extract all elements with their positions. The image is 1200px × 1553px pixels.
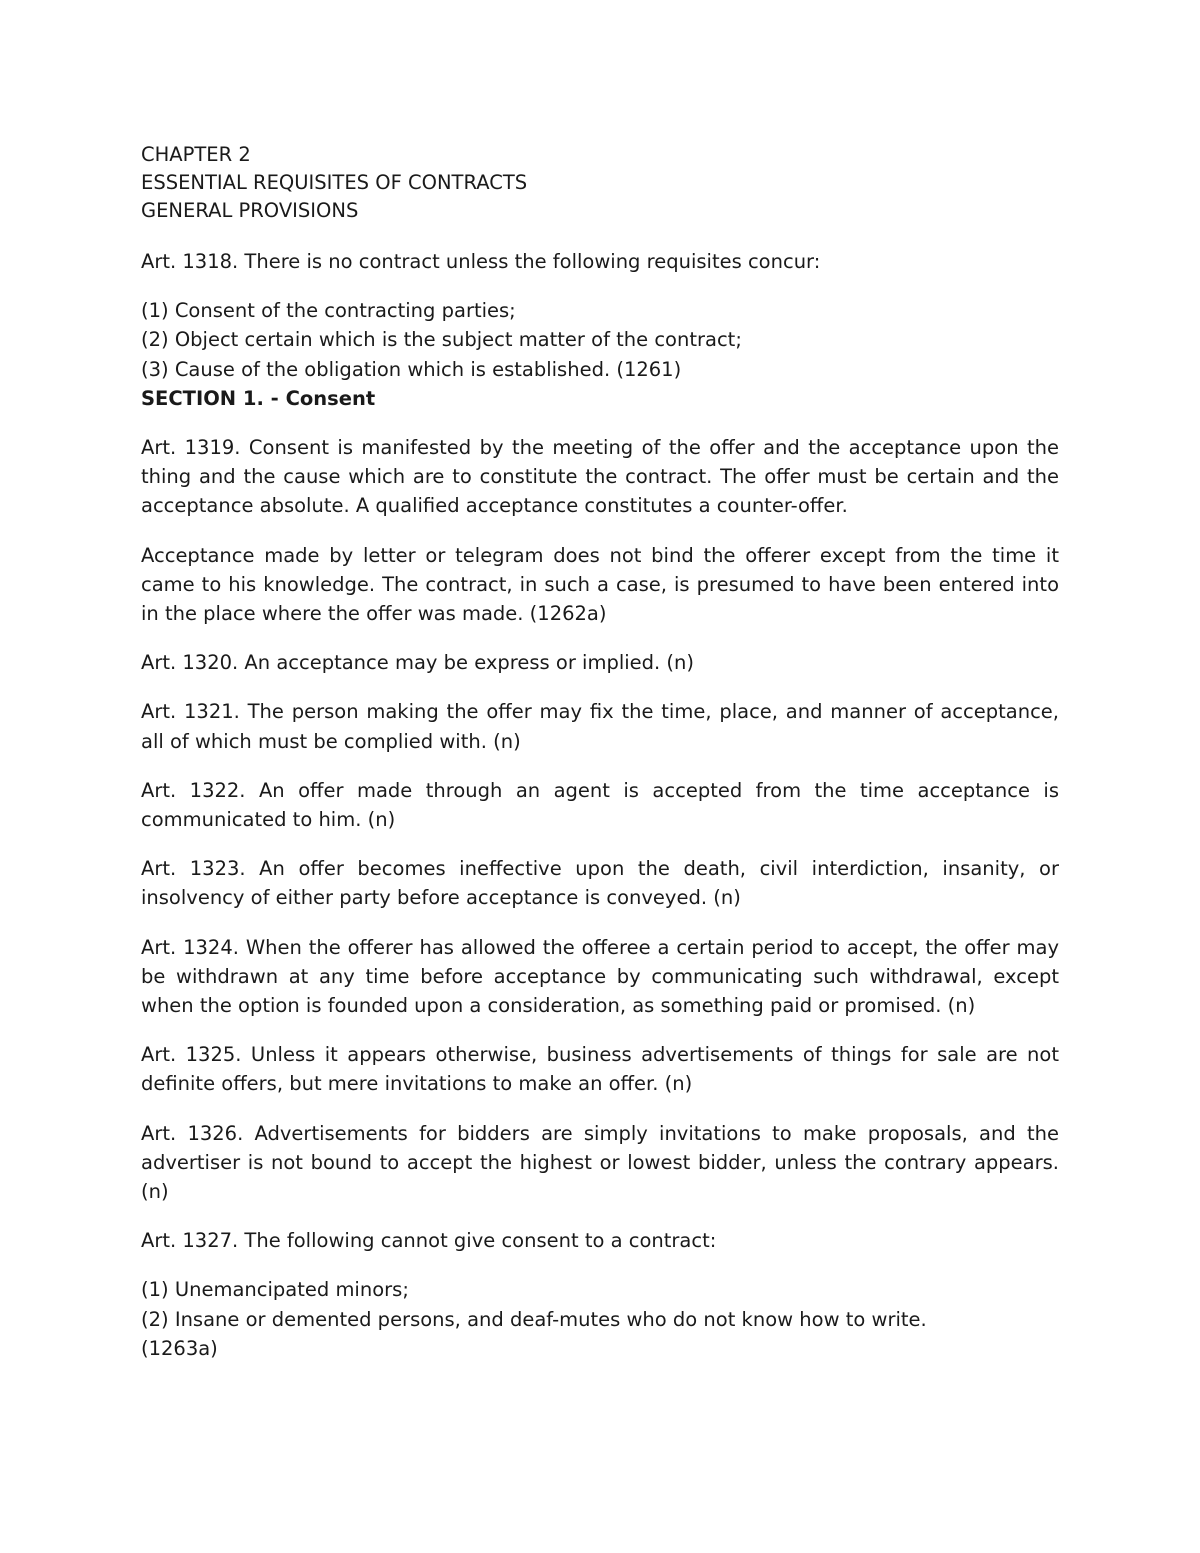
article-1326: Art. 1326. Advertisements for bidders are simply invitations to make proposals, and the advertiser is not bound to accept the highest or lowest bidder, unless the contrary appears. (n) xyxy=(141,1121,1059,1204)
document-page xyxy=(141,141,1059,1363)
article-1318: Art. 1318. There is no contract unless the following requisites concur: xyxy=(141,250,821,273)
article-1318-list xyxy=(141,296,1059,384)
article-1324: Art. 1324. When the offerer has allowed the offeree a certain period to accept, the offer may be withdrawn at any time before acceptance by communicating such withdrawal, except when the option is founded upon a consideration, as something paid or promised. (n) xyxy=(141,935,1059,1018)
list-item: (2) Object certain which is the subject matter of the contract; xyxy=(141,328,742,352)
article-1319: Art. 1319. Consent is manifested by the meeting of the offer and the acceptance upon the thing and the cause which are to constitute the contract. The offer must be certain and the acceptance absolute. A qualified acceptance constitutes a counter-offer. xyxy=(141,436,1059,518)
article-1325: Art. 1325. Unless it appears otherwise, business advertisements of things for sale are not definite offers, but mere invitations to make an offer. (n) xyxy=(141,1043,1059,1096)
chapter-subtitle: GENERAL PROVISIONS xyxy=(141,199,359,222)
chapter-heading xyxy=(141,141,1059,225)
article-1327-list xyxy=(141,1275,1059,1363)
article-1320: Art. 1320. An acceptance may be express or implied. (n) xyxy=(141,651,695,675)
list-item: (1) Consent of the contracting parties; xyxy=(141,299,516,323)
section-title: SECTION 1. - Consent xyxy=(141,386,376,410)
chapter-title: ESSENTIAL REQUISITES OF CONTRACTS xyxy=(141,171,528,194)
chapter-number: CHAPTER 2 xyxy=(141,143,251,166)
article-1323: Art. 1323. An offer becomes ineffective upon the death, civil interdiction, insanity, or insolvency of either party before acceptance is conveyed. (n) xyxy=(141,857,1059,910)
list-item: (2) Insane or demented persons, and deaf-mutes who do not know how to write. xyxy=(141,1307,927,1331)
article-1321: Art. 1321. The person making the offer may fix the time, place, and manner of acceptance, all of which must be complied with. (n) xyxy=(141,700,1059,753)
list-item: (1263a) xyxy=(141,1336,218,1360)
list-item: (1) Unemancipated minors; xyxy=(141,1278,409,1302)
article-1327: Art. 1327. The following cannot give consent to a contract: xyxy=(141,1229,717,1253)
list-item: (3) Cause of the obligation which is established. (1261) xyxy=(141,357,682,381)
article-1319-continued: Acceptance made by letter or telegram does not bind the offerer except from the time it came to his knowledge. The contract, in such a case, is presumed to have been entered into in the place where the offer was made. (1262a) xyxy=(141,543,1059,626)
article-1322: Art. 1322. An offer made through an agent is accepted from the time acceptance is communicated to him. (n) xyxy=(141,778,1059,832)
